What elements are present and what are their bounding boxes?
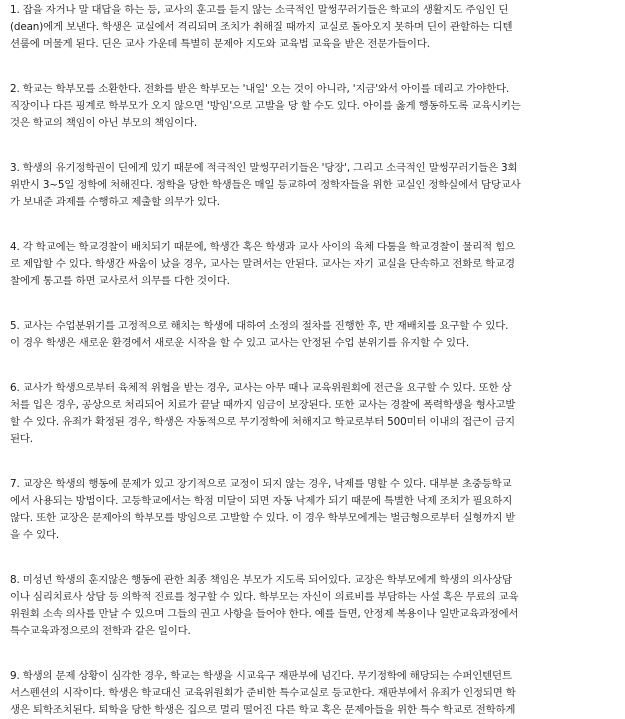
paragraph-2 [10,81,615,132]
paragraph-1 [10,2,615,53]
text-line: 직장이나 다른 핑계로 학부모가 오지 않으면 '방임'으로 고발을 당 할 수도 있다. 아이를 옳게 행동하도록 교육시키는 [10,100,521,112]
text-line: 6. 교사가 학생으로부터 육체적 위협을 받는 경우, 교사는 아무 때나 교육위원회에 전근을 요구할 수 있다. 또한 상 [10,382,512,394]
text-line: 5. 교사는 수업분위기를 고정적으로 해치는 학생에 대하여 소정의 절차를 진행한 후, 반 재배치를 요구할 수 있다. [10,320,509,332]
paragraph-9 [10,668,615,719]
text-line: 에서 사용되는 방법이다. 고등학교에서는 학점 미달이 되면 자동 낙제가 되기 때문에 특별한 낙제 조치가 필요하지 [10,495,513,507]
text-line: 위원회 소속 의사를 만날 수 있으며 그들의 권고 사항을 들어야 한다. 예를 들면, 안정제 복용이나 일반교육과정에서 [10,608,519,620]
text-line: 로 제압할 수 있다. 학생간 싸움이 났을 경우, 교사는 말려서는 안된다. 교사는 자기 교실을 단속하고 전화로 학교경 [10,258,515,270]
text-line: 션룸에 머물게 된다. 딘은 교사 가운데 특별히 문제아 지도와 교육법 교육을 받은 전문가들이다. [10,38,430,50]
text-line: 처를 입은 경우, 공상으로 처리되어 치료가 끝날 때까지 임금이 보장된다. 또한 교사는 경찰에 폭력학생을 형사고발 [10,399,516,411]
text-line: 7. 교장은 학생의 행동에 문제가 있고 장기적으로 교정이 되지 않는 경우, 낙제를 명할 수 있다. 대부분 초중등학교 [10,478,512,490]
text-line: 서스펜션의 시작이다. 학생은 학교대신 교육위원회가 준비한 특수교실로 등교한다. 재판부에서 유죄가 인정되면 학 [10,687,516,699]
paragraph-6 [10,380,615,448]
text-line: 할 수 있다. 유죄가 확정된 경우, 학생은 자동적으로 무기정학에 처해지고 학교로부터 500미터 이내의 접근이 금지 [10,416,515,428]
text-line: 위반시 3~5일 정학에 처해진다. 정학을 당한 학생들은 매일 등교하여 정학자들을 위한 교실인 정학실에서 담당교사 [10,179,521,191]
paragraph-3 [10,160,615,211]
text-line: 것은 학교의 책임이 아닌 부모의 책임이다. [10,117,198,129]
text-line: 8. 미성년 학생의 훈지않은 행동에 관한 최종 책임은 부모가 지도록 되어있다. 교장은 학부모에게 학생의 의사상담 [10,574,512,586]
text-line: 을 수 있다. [10,529,60,541]
paragraph-7 [10,476,615,544]
text-line: 2. 학교는 학부모를 소환한다. 전화를 받은 학부모는 '내일' 오는 것이 아니라, '지금'와서 아이를 데리고 가야한다. [10,83,510,95]
text-line: 이나 심리치료사 상담 등 의학적 진료를 청구할 수 있다. 학부모는 자신이 의료비를 부담하는 사설 혹은 무료의 교육 [10,591,519,603]
text-line: (dean)에게 보낸다. 학생은 교실에서 격리되며 조치가 취해질 때까지 교실로 돌아오지 못하며 딘이 관할하는 디텐 [10,21,513,33]
text-line: 않다. 또한 교장은 문제아의 학부모를 방임으로 고발할 수 있다. 이 경우 학부모에게는 벌금형으로부터 실형까지 받 [10,512,516,524]
text-line: 4. 각 학교에는 학교경찰이 배치되기 때문에, 학생간 혹은 학생과 교사 사이의 육체 다툼을 학교경찰이 물리적 힘으 [10,241,515,253]
text-line: 가 보내준 과제를 수행하고 제출할 의무가 있다. [10,196,220,208]
text-line: 1. 잡을 자거나 말 대답을 하는 등, 교사의 훈고를 듣지 않는 소극적인 말썽꾸러기들은 학교의 생활지도 주임인 딘 [10,4,509,16]
text-line: 생은 퇴학조치된다. 퇴학을 당한 학생은 집으로 멀리 떨어진 다른 학교 혹은 문제아들을 위한 특수 학교로 전학하게 [10,704,516,716]
text-line: 3. 학생의 유기정학권이 딘에게 있기 때문에 적극적인 말썽꾸러기들은 '당장', 그리고 소극적인 말썽꾸러기들은 3회 [10,162,518,174]
text-line: 이 경우 학생은 새로운 환경에서 새로운 시작을 할 수 있고 교사는 안정된 수업 분위기를 유지할 수 있다. [10,337,469,349]
paragraph-5 [10,318,615,352]
paragraph-8 [10,572,615,640]
paragraph-4 [10,239,615,290]
text-line: 찰에게 통고를 하면 교사로서 의무를 다한 것이다. [10,275,230,287]
text-line: 된다. [10,433,33,445]
text-line: 9. 학생의 문제 상황이 심각한 경우, 학교는 학생을 시교육구 재판부에 넘긴다. 무기정학에 해당되는 수퍼인텐던트 [10,670,512,682]
text-line: 특수교육과정으로의 전학과 같은 일이다. [10,625,191,637]
